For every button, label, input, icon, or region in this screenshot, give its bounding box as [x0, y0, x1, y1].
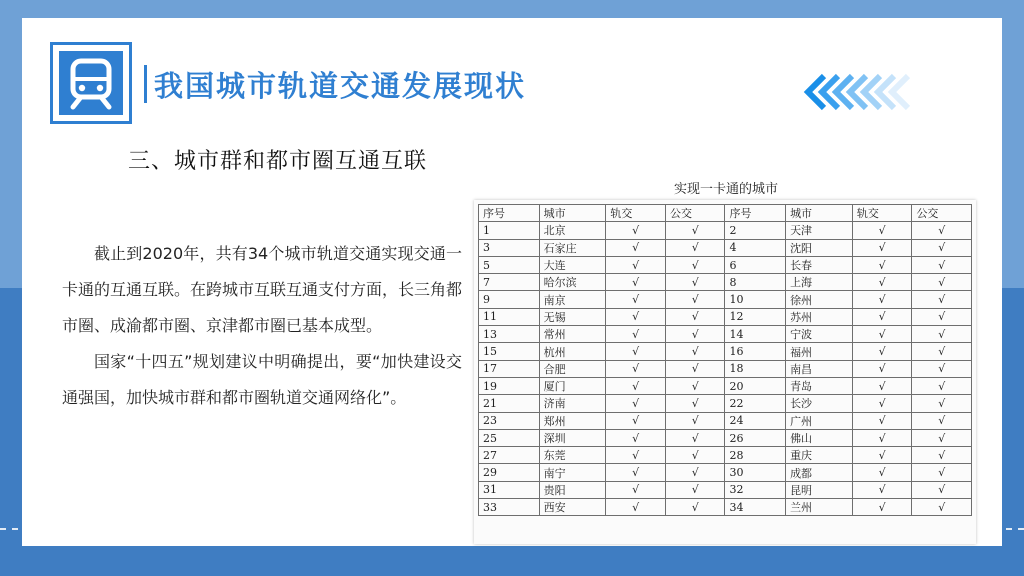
city-name: 无锡: [539, 308, 606, 325]
bus-check: √: [665, 308, 725, 325]
row-number: 14: [725, 326, 786, 343]
city-name: 南宁: [539, 464, 606, 481]
metro-check: √: [606, 343, 666, 360]
metro-check: √: [606, 481, 666, 498]
metro-check: √: [606, 239, 666, 256]
bus-check: √: [665, 395, 725, 412]
city-table: [478, 204, 972, 516]
metro-train-icon: [59, 51, 123, 115]
row-number: 33: [479, 499, 540, 516]
metro-check: √: [852, 429, 912, 446]
bus-check: √: [665, 291, 725, 308]
row-number: 29: [479, 464, 540, 481]
row-number: 30: [725, 464, 786, 481]
bus-check: √: [912, 481, 972, 498]
table-row: [479, 412, 972, 429]
city-name: 石家庄: [539, 239, 606, 256]
row-number: 15: [479, 343, 540, 360]
bus-check: √: [665, 481, 725, 498]
row-number: 21: [479, 395, 540, 412]
table-row: [479, 239, 972, 256]
metro-check: √: [606, 464, 666, 481]
slide-card: [22, 18, 1002, 546]
row-number: 20: [725, 377, 786, 394]
column-header: 城市: [539, 205, 606, 222]
metro-check: √: [606, 326, 666, 343]
bus-check: √: [665, 447, 725, 464]
paragraph: 截止到2020年，共有34个城市轨道交通实现交通一卡通的互通互联。在跨城市互联互通支付方面，长三角都市圈、成渝都市圈、京津都市圈已基本成型。: [62, 244, 463, 335]
bus-check: √: [912, 360, 972, 377]
city-name: 合肥: [539, 360, 606, 377]
column-header: 序号: [725, 205, 786, 222]
bus-check: √: [912, 377, 972, 394]
city-name: 济南: [539, 395, 606, 412]
city-name: 南京: [539, 291, 606, 308]
bus-check: √: [665, 222, 725, 239]
row-number: 31: [479, 481, 540, 498]
row-number: 26: [725, 429, 786, 446]
metro-check: √: [606, 447, 666, 464]
city-name: 常州: [539, 326, 606, 343]
bus-check: √: [912, 291, 972, 308]
metro-check: √: [852, 360, 912, 377]
metro-check: √: [606, 256, 666, 273]
bus-check: √: [665, 239, 725, 256]
section-subtitle: 三、城市群和都市圈互通互联: [128, 149, 428, 174]
page-title: 我国城市轨道交通发展现状: [154, 69, 527, 103]
metro-check: √: [606, 274, 666, 291]
row-number: 34: [725, 499, 786, 516]
column-header: 序号: [479, 205, 540, 222]
metro-check: √: [852, 481, 912, 498]
bus-check: √: [912, 239, 972, 256]
table-row: [479, 274, 972, 291]
metro-check: √: [606, 360, 666, 377]
city-name: 长春: [786, 256, 853, 273]
table-row: [479, 291, 972, 308]
city-name: 天津: [786, 222, 853, 239]
column-header: 轨交: [606, 205, 666, 222]
metro-check: √: [606, 429, 666, 446]
city-name: 苏州: [786, 308, 853, 325]
table-header-row: [479, 205, 972, 222]
metro-check: √: [606, 377, 666, 394]
city-name: 南昌: [786, 360, 853, 377]
metro-check: √: [852, 256, 912, 273]
table-row: [479, 377, 972, 394]
metro-check: √: [852, 308, 912, 325]
row-number: 11: [479, 308, 540, 325]
bus-check: √: [665, 360, 725, 377]
bus-check: √: [912, 499, 972, 516]
city-name: 深圳: [539, 429, 606, 446]
city-name: 上海: [786, 274, 853, 291]
bus-check: √: [912, 308, 972, 325]
row-number: 7: [479, 274, 540, 291]
row-number: 17: [479, 360, 540, 377]
city-name: 成都: [786, 464, 853, 481]
city-name: 厦门: [539, 377, 606, 394]
row-number: 32: [725, 481, 786, 498]
bus-check: √: [912, 222, 972, 239]
city-name: 大连: [539, 256, 606, 273]
row-number: 1: [479, 222, 540, 239]
row-number: 25: [479, 429, 540, 446]
bus-check: √: [665, 326, 725, 343]
row-number: 12: [725, 308, 786, 325]
city-name: 昆明: [786, 481, 853, 498]
metro-check: √: [852, 239, 912, 256]
row-number: 8: [725, 274, 786, 291]
city-name: 沈阳: [786, 239, 853, 256]
table-caption: 实现一卡通的城市: [673, 182, 778, 197]
metro-check: √: [852, 274, 912, 291]
metro-check: √: [852, 395, 912, 412]
dashed-line-right: [1006, 528, 1024, 530]
metro-check: √: [606, 291, 666, 308]
bus-check: √: [665, 412, 725, 429]
table-row: [479, 343, 972, 360]
city-name: 西安: [539, 499, 606, 516]
metro-check: √: [852, 447, 912, 464]
metro-check: √: [852, 377, 912, 394]
city-name: 长沙: [786, 395, 853, 412]
table-row: [479, 499, 972, 516]
metro-check: √: [606, 412, 666, 429]
bus-check: √: [665, 464, 725, 481]
dashed-line-left: [0, 528, 18, 530]
row-number: 22: [725, 395, 786, 412]
table-row: [479, 429, 972, 446]
city-name: 杭州: [539, 343, 606, 360]
bus-check: √: [665, 377, 725, 394]
row-number: 23: [479, 412, 540, 429]
table-body: [479, 222, 972, 516]
city-name: 重庆: [786, 447, 853, 464]
table-row: [479, 481, 972, 498]
column-header: 公交: [912, 205, 972, 222]
bus-check: √: [665, 343, 725, 360]
city-name: 北京: [539, 222, 606, 239]
metro-check: √: [852, 326, 912, 343]
table-row: [479, 308, 972, 325]
row-number: 16: [725, 343, 786, 360]
city-name: 郑州: [539, 412, 606, 429]
logo: [50, 42, 132, 124]
column-header: 城市: [786, 205, 853, 222]
metro-check: √: [606, 308, 666, 325]
table-row: [479, 360, 972, 377]
table-row: [479, 326, 972, 343]
bus-check: √: [912, 256, 972, 273]
bus-check: √: [912, 464, 972, 481]
row-number: 28: [725, 447, 786, 464]
row-number: 6: [725, 256, 786, 273]
metro-check: √: [852, 499, 912, 516]
bus-check: √: [912, 412, 972, 429]
title-accent-bar: [144, 65, 147, 103]
city-name: 兰州: [786, 499, 853, 516]
row-number: 13: [479, 326, 540, 343]
table-row: [479, 222, 972, 239]
chevrons-left-icon: [802, 72, 942, 112]
row-number: 4: [725, 239, 786, 256]
metro-check: √: [606, 499, 666, 516]
row-number: 5: [479, 256, 540, 273]
city-name: 宁波: [786, 326, 853, 343]
row-number: 3: [479, 239, 540, 256]
row-number: 24: [725, 412, 786, 429]
row-number: 9: [479, 291, 540, 308]
bus-check: √: [912, 429, 972, 446]
bus-check: √: [912, 274, 972, 291]
row-number: 2: [725, 222, 786, 239]
city-table-image: [474, 200, 976, 544]
bus-check: √: [665, 429, 725, 446]
metro-check: √: [606, 222, 666, 239]
row-number: 27: [479, 447, 540, 464]
bus-check: √: [665, 499, 725, 516]
metro-check: √: [606, 395, 666, 412]
column-header: 公交: [665, 205, 725, 222]
metro-check: √: [852, 343, 912, 360]
city-name: 福州: [786, 343, 853, 360]
city-name: 贵阳: [539, 481, 606, 498]
metro-check: √: [852, 412, 912, 429]
city-name: 青岛: [786, 377, 853, 394]
bus-check: √: [665, 274, 725, 291]
metro-check: √: [852, 222, 912, 239]
table-row: [479, 395, 972, 412]
row-number: 10: [725, 291, 786, 308]
bus-check: √: [912, 395, 972, 412]
row-number: 19: [479, 377, 540, 394]
table-row: [479, 464, 972, 481]
city-name: 东莞: [539, 447, 606, 464]
city-name: 哈尔滨: [539, 274, 606, 291]
metro-check: √: [852, 291, 912, 308]
paragraph: 国家“十四五”规划建议中明确提出，要“加快建设交通强国，加快城市群和都市圈轨道交通网络化”。: [62, 352, 462, 407]
row-number: 18: [725, 360, 786, 377]
table-row: [479, 447, 972, 464]
column-header: 轨交: [852, 205, 912, 222]
metro-check: √: [852, 464, 912, 481]
table-row: [479, 256, 972, 273]
body-text: [62, 236, 462, 416]
city-name: 广州: [786, 412, 853, 429]
city-name: 徐州: [786, 291, 853, 308]
bus-check: √: [912, 343, 972, 360]
bus-check: √: [665, 256, 725, 273]
bus-check: √: [912, 326, 972, 343]
city-name: 佛山: [786, 429, 853, 446]
bus-check: √: [912, 447, 972, 464]
